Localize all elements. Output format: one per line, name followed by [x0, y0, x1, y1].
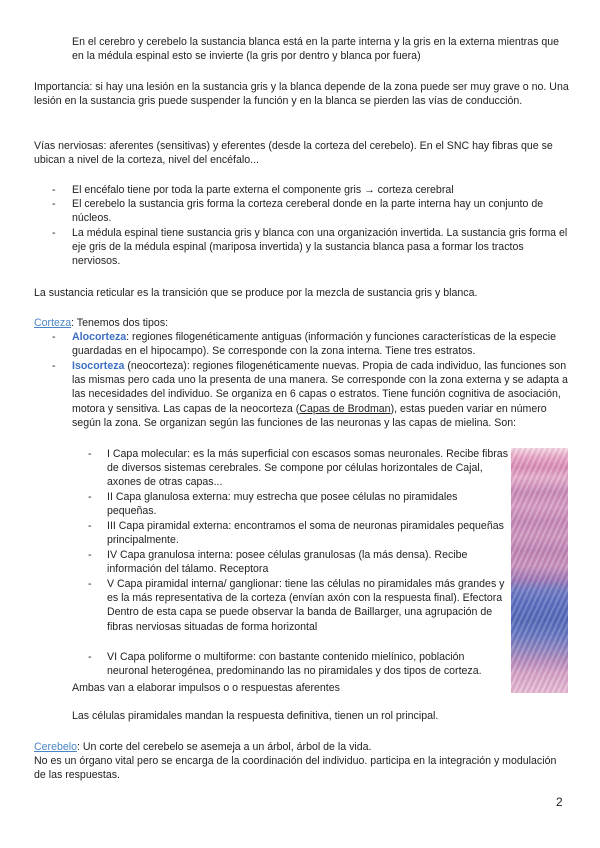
vias-bullet-3-text: La médula espinal tiene sustancia gris y blanca con una organización invertida. La sustancia gris forma el eje gris de la médula espinal (mariposa invertida) y la sustancia blanca pasa a formar los tractos nerviosos.: [72, 227, 568, 268]
vias-paragraph: Vías nerviosas: aferentes (sensitivas) y eferentes (desde la corteza del cerebelo). En el SNC hay fibras que se ubican a nivel de la corteza, nivel del encéfalo...: [34, 140, 553, 167]
isocorteza-text: [72, 359, 572, 430]
isocorteza-item: [52, 359, 572, 430]
alocorteza-desc: : regiones filogenéticamente antiguas (información y funciones características de la especie guardadas en el hipocampo). Se corresponde con la zona interna. Tiene tres estratos.: [72, 331, 557, 358]
bullet-marker: -: [52, 227, 56, 239]
bullet-marker: -: [88, 448, 92, 460]
bullet-marker: -: [52, 331, 56, 343]
capa-4-text: IV Capa granulosa interna: posee células granulosas (la más densa). Recibe información del tálamo. Receptora: [107, 549, 468, 576]
intro-paragraph: En el cerebro y cerebelo la sustancia blanca está en la parte interna y la gris en la externa mientras que en la médula espinal esto se invierte (la gris por dentro y blanca por fuera): [72, 36, 560, 63]
piramidales-text: Las células piramidales mandan la respuesta definitiva, tienen un rol principal.: [72, 710, 439, 722]
capa-6-text: VI Capa poliforme o multiforme: con bastante contenido mielínico, población neuronal heterogénea, predominando las no piramidales y dos tipos de corteza.: [107, 651, 482, 678]
capa-5: [88, 577, 508, 634]
alocorteza-item: [52, 330, 572, 358]
alocorteza-term: Alocorteza: [72, 331, 127, 343]
cerebelo-intro: : Un corte del cerebelo se asemeja a un árbol, árbol de la vida.: [77, 741, 372, 753]
corteza-heading: [34, 316, 569, 330]
vias-bullet-2-text: El cerebelo la sustancia gris forma la corteza cereberal donde en la parte interna hay un conjunto de núcleos.: [72, 198, 544, 225]
capa-3-text: III Capa piramidal externa: encontramos el soma de neuronas piramidales pequeñas principalmente.: [107, 520, 504, 547]
alocorteza-text: [72, 330, 572, 358]
bullet-marker: -: [88, 651, 92, 663]
page-number: 2: [556, 795, 563, 809]
bullet-marker: -: [52, 184, 56, 196]
vias-bullet-1: [52, 183, 572, 197]
reticular-paragraph: La sustancia reticular es la transición que se produce por la mezcla de sustancia gris y blanca.: [34, 287, 478, 299]
isocorteza-desc-1: (neocorteza): regiones filogenéticamente nuevas. Propia de cada individuo, las funciones son las mismas pero cada uno la presenta de una manera. Se corresponde con la zona externa y se adapta a las necesidades del individuo. Se organiza en 6 capas o estratos. Tiene función cognitiva de asociación, motora y sensitiva. Las capas de la neocorteza (: [72, 360, 568, 415]
bullet-marker: -: [88, 520, 92, 532]
capa-3: [88, 519, 508, 547]
bullet-marker: -: [52, 360, 56, 372]
isocorteza-desc-2: ), estas pueden variar en número según la zona. Se organizan según las funciones de las neuronas y las capas de mielina. Son:: [72, 402, 547, 429]
importancia-paragraph: Importancia: si hay una lesión en la sustancia gris y la blanca depende de la zona puede ser muy grave o no. Una lesión en la sustancia gris puede suspender la función y en la blanca se pierden las vías de conducción.: [34, 81, 569, 108]
bullet-marker: -: [88, 549, 92, 561]
capas-brodman-link[interactable]: Capas de Brodman: [299, 402, 391, 415]
bullet-marker: -: [52, 198, 56, 210]
ambas-text: Ambas van a elaborar impulsos o o respuestas aferentes: [72, 682, 340, 694]
baillarger-text: Dentro de esta capa se puede observar la banda de Baillarger, una agrupación de fibras nerviosas situadas de forma horizontal: [107, 606, 493, 633]
capa-4: [88, 548, 508, 576]
capa-6: [88, 650, 508, 678]
cerebelo-link[interactable]: Cerebelo: [34, 741, 77, 753]
cortex-histology-image: [511, 448, 568, 693]
vias-bullet-1-text: El encéfalo tiene por toda la parte externa el componente gris → corteza cerebral: [72, 184, 454, 196]
capa-1-text: I Capa molecular: es la más superficial con escasos somas neuronales. Recibe fibras de diversos sistemas cerebrales. Se compone por células horizontales de Cajal, axones de otras capas...: [107, 448, 508, 489]
vias-bullet-2: [52, 197, 572, 225]
cerebelo-paragraph: No es un órgano vital pero se encarga de la coordinación del individuo. participa en la integración y modulación de las respuestas.: [34, 755, 557, 782]
cerebelo-heading: [34, 740, 569, 754]
vias-bullet-3: [52, 226, 572, 269]
capa-1: [88, 447, 508, 490]
corteza-intro: : Tenemos dos tipos:: [71, 317, 169, 329]
isocorteza-term: Isocorteza: [72, 360, 125, 372]
bullet-marker: -: [88, 491, 92, 503]
bullet-marker: -: [88, 578, 92, 590]
capa-2-text: II Capa glanulosa externa: muy estrecha que posee células no piramidales pequeñas.: [107, 491, 458, 518]
capa-5-text: V Capa piramidal interna/ ganglionar: tiene las células no piramidales más grandes y es la más representativa de la corteza (envían axón con la respuesta final). Efectora: [107, 578, 505, 605]
corteza-link[interactable]: Corteza: [34, 317, 72, 329]
capa-2: [88, 490, 508, 518]
